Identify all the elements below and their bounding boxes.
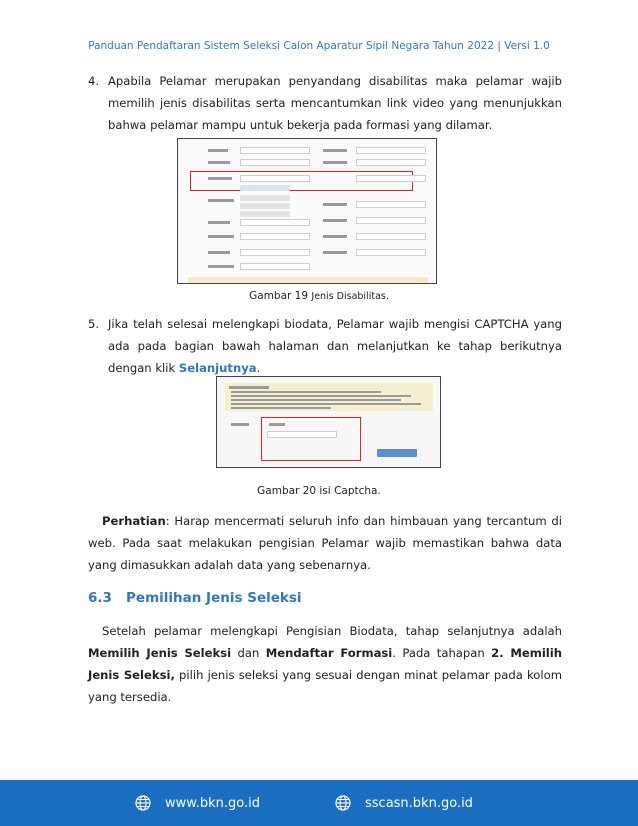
footer-bar [0, 780, 638, 826]
captcha-input[interactable] [267, 431, 337, 438]
item-text: Jika telah selesai melengkapi biodata, Pelamar wajib mengisi CAPTCHA yang ada pada bagian bawah halaman dan melanjutkan ke tahap berikutnya dengan klik Selanjutnya. [108, 317, 562, 375]
item-number: 4. [88, 74, 100, 88]
globe-icon [335, 795, 351, 811]
next-button[interactable] [377, 449, 417, 457]
selanjutnya-link[interactable]: Selanjutnya [178, 361, 257, 375]
section-paragraph: Setelah pelamar melengkapi Pengisian Biodata, tahap selanjutnya adalah Memilih Jenis Seleksi dan Mendaftar Formasi. Pada tahapan 2. Memilih Jenis Seleksi, pilih jenis seleksi yang sesuai dengan minat pelamar pada kolom yang tersedia. [88, 624, 563, 704]
figure-20-caption: Gambar 20 isi Captcha. [257, 485, 381, 497]
figure-disability-form [177, 138, 437, 284]
item-number: 5. [88, 317, 100, 331]
notice-label: Perhatian [102, 514, 166, 528]
globe-icon [135, 795, 151, 811]
notice-text: : Harap mencermati seluruh info dan himbauan yang tercantum di web. Pada saat melakukan pengisian Pelamar wajib memastikan bahwa data yang dimasukkan adalah data yang sebenarnya. [88, 514, 562, 572]
section-heading: 6.3 Pemilihan Jenis Seleksi [88, 590, 302, 606]
figure-captcha [216, 376, 441, 468]
list-item-4 [88, 70, 562, 136]
footer-link-bkn[interactable]: www.bkn.go.id [135, 795, 260, 811]
page-header: Panduan Pendaftaran Sistem Seleksi Calon Aparatur Sipil Negara Tahun 2022 | Versi 1.0 [88, 40, 550, 52]
figure-19-caption [0, 290, 638, 302]
footer-link-sscasn[interactable]: sscasn.bkn.go.id [335, 795, 473, 811]
caption-label: Gambar 19 [249, 290, 312, 302]
caption-text: Jenis Disabilitas. [311, 291, 389, 302]
notice-paragraph [88, 510, 562, 576]
item-text: Apabila Pelamar merupakan penyandang disabilitas maka pelamar wajib memilih jenis disabilitas serta mencantumkan link video yang menunjukkan bahwa pelamar mampu untuk bekerja pada formasi yang dilamar. [108, 74, 562, 132]
list-item-5 [88, 313, 562, 379]
